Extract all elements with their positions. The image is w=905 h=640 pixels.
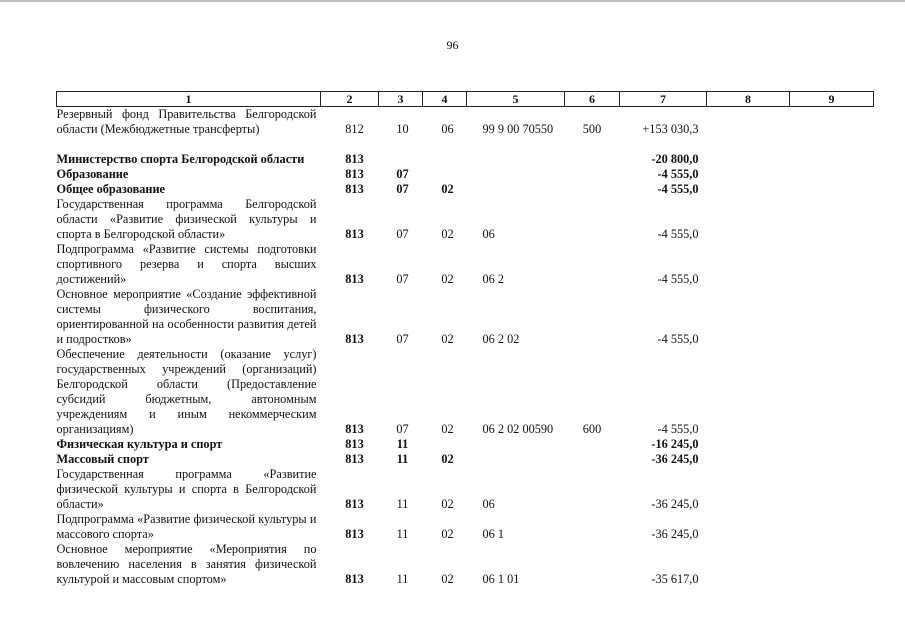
table-row xyxy=(57,437,874,452)
row-col-9 xyxy=(790,107,874,138)
row-col-8 xyxy=(707,347,790,437)
row-subsection: 02 xyxy=(441,332,454,346)
row-name: Общее образование xyxy=(56,182,165,196)
row-col-9 xyxy=(790,452,874,467)
row-expense-type xyxy=(565,167,620,182)
row-col-8 xyxy=(707,107,790,138)
row-col-8 xyxy=(707,287,790,347)
row-expense-type xyxy=(565,512,620,542)
header-col-2: 2 xyxy=(321,92,379,107)
row-amount: -36 245,0 xyxy=(651,527,699,541)
header-col-6: 6 xyxy=(565,92,620,107)
row-col-9 xyxy=(790,437,874,452)
row-col-9 xyxy=(790,347,874,437)
row-section: 07 xyxy=(396,332,409,346)
row-ministry-code: 813 xyxy=(345,272,364,286)
row-expense-type: 600 xyxy=(582,422,602,436)
table-row xyxy=(57,167,874,182)
row-col-9 xyxy=(790,467,874,512)
row-amount: -4 555,0 xyxy=(657,167,699,181)
row-col-8 xyxy=(707,182,790,197)
row-ministry-code: 813 xyxy=(345,167,364,181)
row-ministry-code: 813 xyxy=(345,227,364,241)
row-amount: -36 245,0 xyxy=(651,497,699,511)
header-col-1: 1 xyxy=(57,92,321,107)
row-expense-type xyxy=(565,437,620,452)
row-target-article: 99 9 00 70550 xyxy=(482,122,554,136)
row-col-8 xyxy=(707,137,790,167)
row-col-8 xyxy=(707,467,790,512)
row-ministry-code: 813 xyxy=(345,527,364,541)
row-col-9 xyxy=(790,542,874,587)
row-col-8 xyxy=(707,197,790,242)
row-target-article xyxy=(467,437,565,452)
row-ministry-code: 813 xyxy=(345,572,364,586)
row-target-article: 06 xyxy=(482,497,495,511)
table-row xyxy=(57,452,874,467)
row-section: 10 xyxy=(396,122,409,136)
row-target-article: 06 1 01 xyxy=(482,572,520,586)
table-row xyxy=(57,542,874,587)
row-section: 11 xyxy=(396,437,409,451)
row-col-9 xyxy=(790,512,874,542)
row-name: Подпрограмма «Развитие физической культуры и массового спорта» xyxy=(56,512,317,541)
row-col-8 xyxy=(707,167,790,182)
row-subsection: 02 xyxy=(441,272,454,286)
row-subsection: 02 xyxy=(441,182,454,196)
row-subsection xyxy=(423,167,467,182)
row-col-9 xyxy=(790,197,874,242)
row-name: Государственная программа «Развитие физической культуры и спорта в Белгородской области» xyxy=(56,467,317,511)
row-name: Подпрограмма «Развитие системы подготовки спортивного резерва и спорта высших достижений» xyxy=(56,242,317,286)
table-header-row xyxy=(57,92,874,107)
row-target-article xyxy=(467,167,565,182)
row-subsection: 02 xyxy=(441,452,454,466)
row-amount: -16 245,0 xyxy=(651,437,699,451)
row-expense-type: 500 xyxy=(582,122,602,136)
table-row xyxy=(57,137,874,167)
row-name: Основное мероприятие «Создание эффективной системы физического воспитания, ориентированной на особенности развития детей и подростков» xyxy=(56,287,317,346)
row-section: 11 xyxy=(396,572,409,586)
row-amount: -4 555,0 xyxy=(657,422,699,436)
row-amount: -4 555,0 xyxy=(657,182,699,196)
table-row xyxy=(57,182,874,197)
row-ministry-code: 813 xyxy=(345,422,364,436)
header-col-4: 4 xyxy=(423,92,467,107)
row-section: 11 xyxy=(396,497,409,511)
row-expense-type xyxy=(565,197,620,242)
row-ministry-code: 813 xyxy=(345,497,364,511)
top-border-line xyxy=(0,0,905,2)
row-target-article: 06 1 xyxy=(482,527,505,541)
row-name: Министерство спорта Белгородской области xyxy=(56,152,305,166)
row-subsection xyxy=(423,137,467,167)
row-amount: -20 800,0 xyxy=(651,152,699,166)
row-target-article xyxy=(467,452,565,467)
row-col-9 xyxy=(790,137,874,167)
row-target-article: 06 2 xyxy=(482,272,505,286)
row-amount: -4 555,0 xyxy=(657,272,699,286)
row-name: Массовый спорт xyxy=(56,452,149,466)
row-section: 07 xyxy=(396,227,409,241)
row-target-article xyxy=(467,182,565,197)
row-col-9 xyxy=(790,167,874,182)
row-name: Государственная программа Белгородской области «Развитие физической культуры и спорта в Белгородской области» xyxy=(56,197,317,241)
row-subsection: 02 xyxy=(441,497,454,511)
table-row xyxy=(57,287,874,347)
row-col-8 xyxy=(707,242,790,287)
row-expense-type xyxy=(565,242,620,287)
row-name: Резервный фонд Правительства Белгородской области (Межбюджетные трансферты) xyxy=(56,107,317,136)
header-col-5: 5 xyxy=(467,92,565,107)
row-section: 07 xyxy=(396,422,409,436)
row-section: 11 xyxy=(396,452,409,466)
row-col-9 xyxy=(790,242,874,287)
table-row xyxy=(57,197,874,242)
row-section xyxy=(379,137,423,167)
header-col-7: 7 xyxy=(620,92,707,107)
row-name: Образование xyxy=(56,167,129,181)
row-expense-type xyxy=(565,452,620,467)
row-ministry-code: 812 xyxy=(345,122,364,136)
row-section: 11 xyxy=(396,527,409,541)
row-target-article: 06 xyxy=(482,227,495,241)
header-col-3: 3 xyxy=(379,92,423,107)
row-target-article: 06 2 02 00590 xyxy=(482,422,554,436)
row-subsection: 02 xyxy=(441,227,454,241)
row-col-8 xyxy=(707,542,790,587)
row-col-8 xyxy=(707,452,790,467)
row-ministry-code: 813 xyxy=(345,452,364,466)
table-row xyxy=(57,512,874,542)
header-col-8: 8 xyxy=(707,92,790,107)
header-col-9: 9 xyxy=(790,92,874,107)
row-amount: -35 617,0 xyxy=(651,572,699,586)
row-subsection: 02 xyxy=(441,572,454,586)
table-row xyxy=(57,107,874,138)
row-expense-type xyxy=(565,182,620,197)
row-expense-type xyxy=(565,287,620,347)
row-expense-type xyxy=(565,137,620,167)
row-amount: -4 555,0 xyxy=(657,332,699,346)
row-name: Обеспечение деятельности (оказание услуг) государственных учреждений (организаций) Белгородской области (Предоставление субсидий бюджетным, автономным учреждениям и иным некоммерческим организациям) xyxy=(56,347,317,436)
row-col-8 xyxy=(707,437,790,452)
row-target-article: 06 2 02 xyxy=(482,332,520,346)
row-subsection xyxy=(423,437,467,452)
row-expense-type xyxy=(565,542,620,587)
row-amount: +153 030,3 xyxy=(642,122,699,136)
row-subsection: 02 xyxy=(441,422,454,436)
row-amount: -36 245,0 xyxy=(651,452,699,466)
row-name: Физическая культура и спорт xyxy=(56,437,223,451)
row-target-article xyxy=(467,137,565,167)
row-col-9 xyxy=(790,287,874,347)
row-section: 07 xyxy=(396,182,409,196)
row-ministry-code: 813 xyxy=(345,332,364,346)
budget-table xyxy=(56,91,874,587)
row-amount: -4 555,0 xyxy=(657,227,699,241)
table-row xyxy=(57,242,874,287)
row-col-9 xyxy=(790,182,874,197)
row-col-8 xyxy=(707,512,790,542)
row-section: 07 xyxy=(396,167,409,181)
row-name: Основное мероприятие «Мероприятия по вовлечению населения в занятия физической культурой и массовым спортом» xyxy=(56,542,317,586)
row-section: 07 xyxy=(396,272,409,286)
row-ministry-code: 813 xyxy=(345,437,364,451)
table-row xyxy=(57,467,874,512)
row-expense-type xyxy=(565,467,620,512)
table-row xyxy=(57,347,874,437)
row-subsection: 06 xyxy=(441,122,454,136)
page-number: 96 xyxy=(446,38,459,52)
row-ministry-code: 813 xyxy=(345,152,364,166)
row-ministry-code: 813 xyxy=(345,182,364,196)
row-subsection: 02 xyxy=(441,527,454,541)
